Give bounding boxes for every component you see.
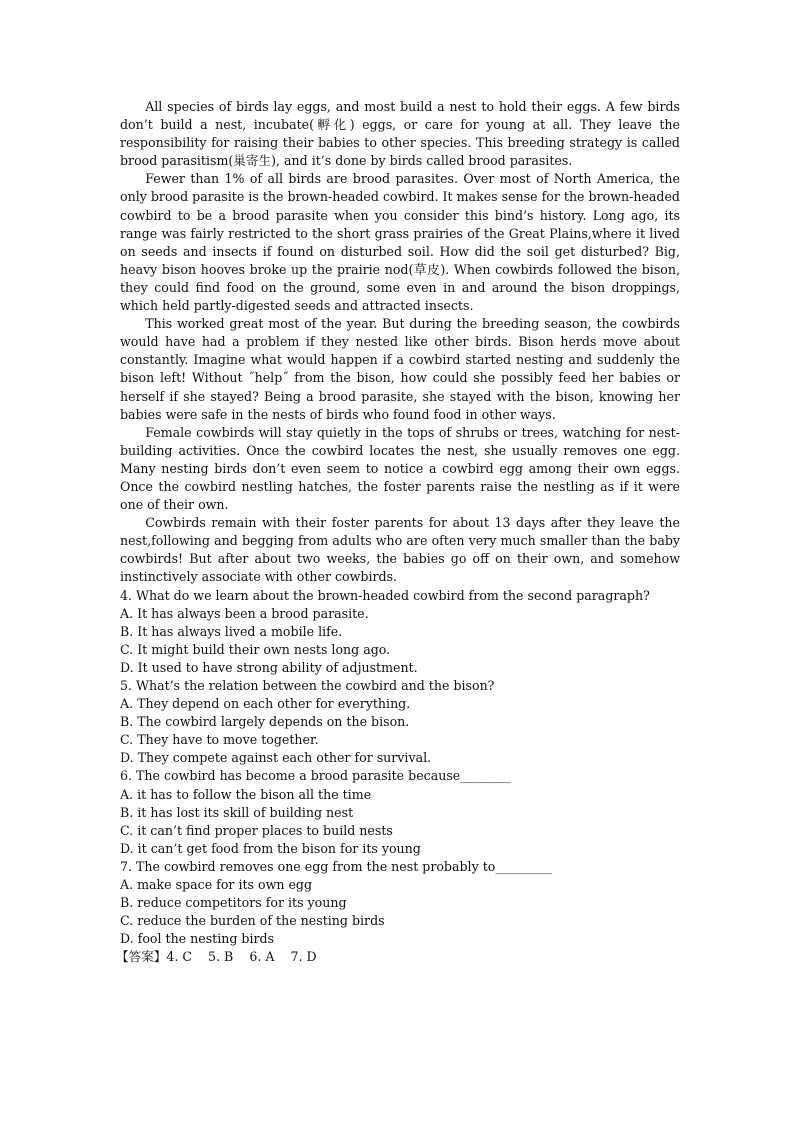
option-d: D. They compete against each other for survival.: [120, 750, 432, 766]
passage-paragraph-2: Fewer than 1% of all birds are brood parasites. Over most of North America, the only brood parasite is the brown-headed cowbird. It makes sense for the brown-headed cowbird to be a brood parasite when you consider this bind’s history. Long ago, its range was fairly restricted to the short grass prairies of the Great Plains,where it lived on seeds and insects if found on disturbed soil. How did the soil get disturbed? Big, heavy bison hooves broke up the prairie nod(草皮). When cowbirds followed the bison, they could find food on the ground, some even in and around the bison droppings, which held partly-digested seeds and attracted insects.: [120, 171, 680, 314]
passage-paragraph-3: This worked great most of the year. But during the breeding season, the cowbirds would have had a problem if they nested like other birds. Bison herds move about constantly. Imagine what would happen if a cowbird started nesting and suddenly the bison left! Without ˝help˝ from the bison, how could she possibly feed her babies or herself if she stayed? Being a brood parasite, she stayed with the bison, knowing her babies were safe in the nests of birds who found food in other ways.: [120, 316, 680, 422]
option-b: B. reduce competitors for its young: [120, 895, 347, 911]
option-d: D. It used to have strong ability of adjustment.: [120, 659, 418, 675]
document-page: [116, 98, 680, 967]
question-7: [120, 858, 680, 948]
option-c: C. It might build their own nests long ago.: [120, 641, 391, 657]
passage: [120, 98, 680, 587]
option-a: A. It has always been a brood parasite.: [120, 605, 369, 621]
question-stem: 7. The cowbird removes one egg from the nest probably to_________: [120, 858, 553, 874]
option-b: B. The cowbird largely depends on the bison.: [120, 714, 410, 730]
passage-paragraph-5: Cowbirds remain with their foster parents for about 13 days after they leave the nest,following and begging from adults who are often very much smaller than the baby cowbirds! But after about two weeks, the babies go off on their own, and somehow instinctively associate with other cowbirds.: [120, 515, 680, 585]
question-6: [120, 767, 680, 857]
option-d: D. fool the nesting birds: [120, 931, 275, 947]
option-c: C. reduce the burden of the nesting birds: [120, 913, 385, 929]
question-stem: 4. What do we learn about the brown-headed cowbird from the second paragraph?: [120, 587, 650, 603]
question-5: [120, 677, 680, 767]
option-d: D. it can’t get food from the bison for its young: [120, 840, 421, 856]
question-stem: 5. What’s the relation between the cowbird and the bison?: [120, 678, 495, 693]
option-c: C. They have to move together.: [120, 732, 319, 748]
question-stem: 6. The cowbird has become a brood parasite because________: [120, 768, 511, 784]
passage-paragraph-1: All species of birds lay eggs, and most build a nest to hold their eggs. A few birds don’t build a nest, incubate(孵化) eggs, or care for young at all. They leave the responsibility for raising their babies to other species. This breeding strategy is called brood parasitism(巢寄生), and it’s done by birds called brood parasites.: [120, 99, 680, 169]
option-c: C. it can’t find proper places to build nests: [120, 822, 393, 838]
option-b: B. it has lost its skill of building nest: [120, 804, 354, 820]
option-a: A. They depend on each other for everything.: [120, 696, 411, 712]
answer-key: 【答案】4. C 5. B 6. A 7. D: [116, 949, 317, 965]
option-a: A. it has to follow the bison all the time: [120, 786, 372, 802]
option-b: B. It has always lived a mobile life.: [120, 623, 343, 639]
passage-paragraph-4: Female cowbirds will stay quietly in the tops of shrubs or trees, watching for nest-building activities. Once the cowbird locates the nest, she usually removes one egg. Many nesting birds don’t even seem to notice a cowbird egg among their own eggs. Once the cowbird nestling hatches, the foster parents raise the nestling as if it were one of their own.: [120, 424, 680, 513]
question-4: [120, 587, 680, 677]
option-a: A. make space for its own egg: [120, 877, 313, 893]
